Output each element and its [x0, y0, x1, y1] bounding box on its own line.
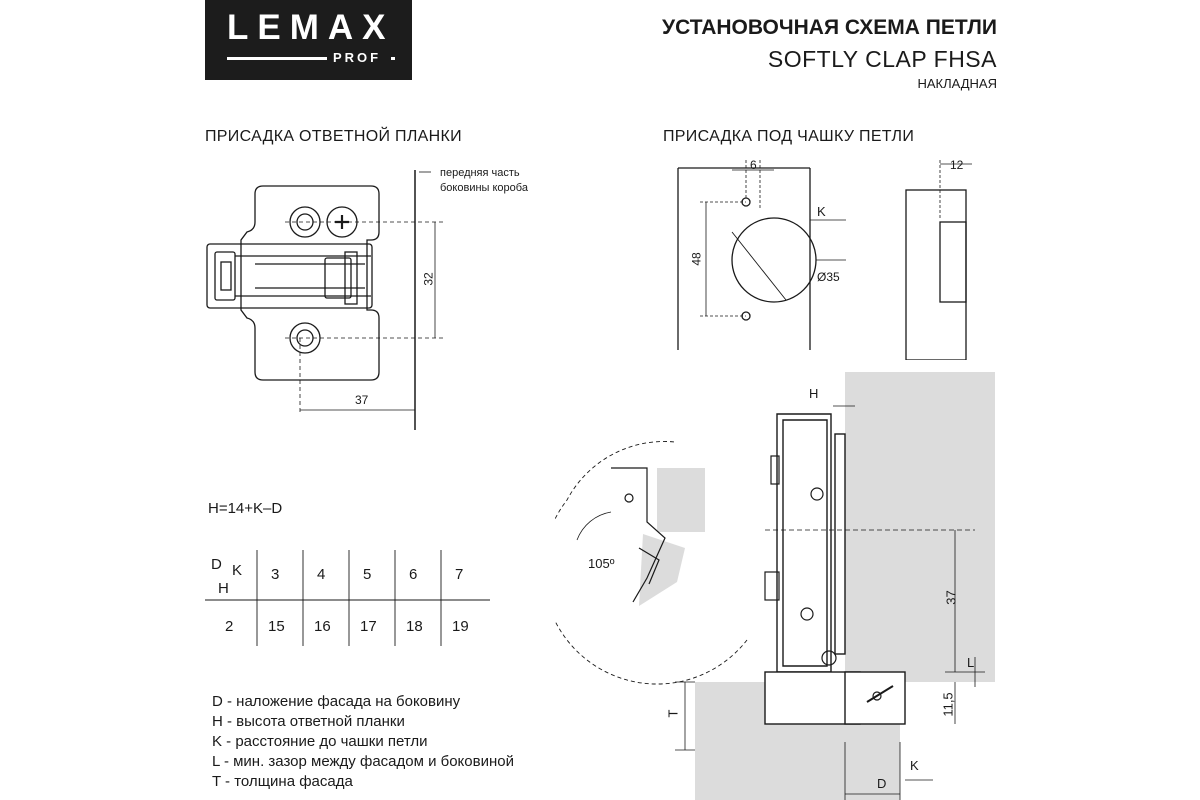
brand-logo	[205, 0, 412, 80]
hinge-type: НАКЛАДНАЯ	[917, 76, 997, 91]
table-h-value: 15	[268, 618, 285, 635]
height-formula: H=14+K–D	[208, 500, 283, 517]
table-k-value: 7	[455, 566, 464, 583]
dim-cup-holes: 48	[689, 252, 704, 266]
logo-bar-end	[391, 57, 395, 60]
legend-item: T - толщина фасада	[212, 773, 353, 790]
page-title: УСТАНОВОЧНАЯ СХЕМА ПЕТЛИ	[662, 16, 997, 39]
table-k-value: 6	[409, 566, 418, 583]
table-corner-d: D	[211, 556, 222, 573]
table-h-value: 19	[452, 618, 469, 635]
section-title-cup: ПРИСАДКА ПОД ЧАШКУ ПЕТЛИ	[663, 128, 915, 145]
table-d-value: 2	[225, 618, 234, 635]
dim-side-115: 11,5	[940, 692, 956, 717]
dim-side-t: T	[665, 709, 681, 718]
section-title-plate: ПРИСАДКА ОТВЕТНОЙ ПЛАНКИ	[205, 128, 462, 145]
table-k-value: 5	[363, 566, 372, 583]
dim-cup-depth: 12	[950, 158, 964, 172]
table-k-value: 4	[317, 566, 326, 583]
logo-bar	[227, 57, 327, 60]
side-installation-drawing	[555, 372, 1000, 800]
plate-front-note: передняя часть боковины короба	[440, 167, 528, 194]
legend-item: D - наложение фасада на боковину	[212, 693, 461, 710]
table-corner-h: H	[218, 580, 229, 597]
legend-item: L - мин. зазор между фасадом и боковиной	[212, 753, 514, 770]
dim-side-37: 37	[943, 590, 959, 605]
table-h-value: 17	[360, 618, 377, 635]
legend-item: H - высота ответной планки	[212, 713, 405, 730]
table-h-value: 16	[314, 618, 331, 635]
dim-side-l: L	[967, 655, 975, 670]
logo-sub: PROF	[333, 50, 382, 65]
logo-word: LEMAX	[227, 8, 395, 47]
model-name: SOFTLY CLAP FHSA	[767, 46, 997, 72]
dim-cup-offset: 6	[750, 158, 757, 172]
dim-side-h: H	[809, 386, 819, 401]
dim-cup-diameter: Ø35	[817, 270, 840, 284]
table-k-value: 3	[271, 566, 280, 583]
dim-side-d: D	[877, 776, 887, 791]
dim-plate-depth: 37	[355, 393, 369, 407]
dim-side-k: K	[910, 758, 919, 773]
dim-plate-height: 32	[421, 272, 436, 286]
legend-item: K - расстояние до чашки петли	[212, 733, 428, 750]
table-corner-k: K	[232, 562, 243, 579]
dim-cup-k: K	[817, 204, 826, 219]
mounting-plate-drawing	[195, 160, 555, 440]
dim-angle: 105º	[588, 556, 615, 571]
table-h-value: 18	[406, 618, 423, 635]
cup-drilling-drawing	[670, 150, 990, 360]
